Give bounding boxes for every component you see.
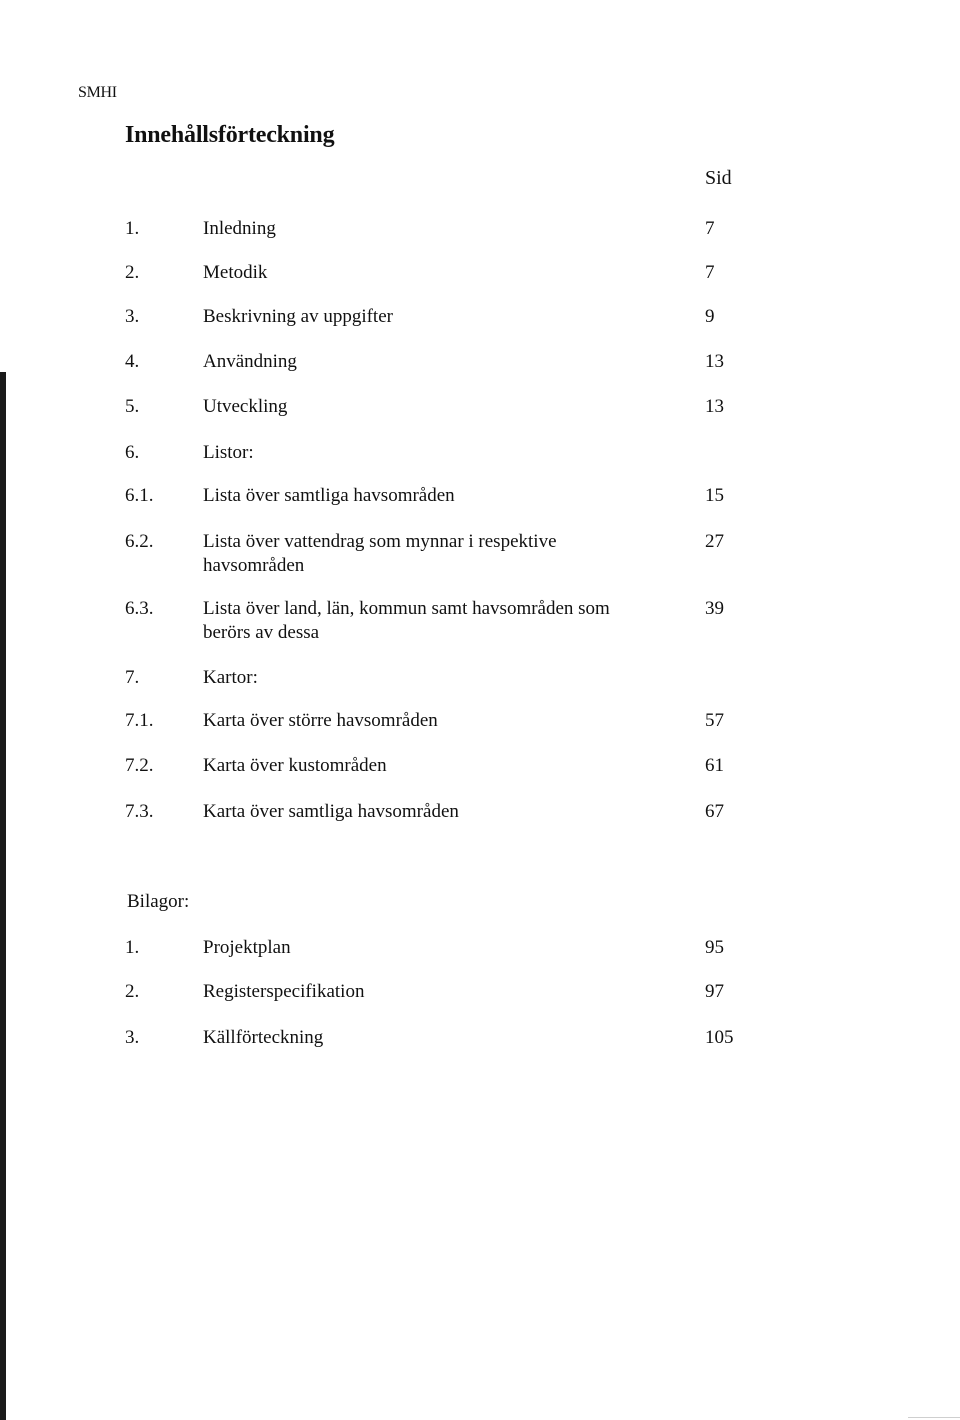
toc-entry-number: 6.1. <box>125 485 154 506</box>
appendix-entry-number: 3. <box>125 1027 140 1048</box>
toc-entry-number: 1. <box>125 218 140 239</box>
toc-entry-title: Karta över samtliga havsområden <box>203 801 459 822</box>
appendix-entry-title: Projektplan <box>203 937 291 958</box>
toc-entry-title: Utveckling <box>203 396 288 417</box>
toc-entry-title: Listor: <box>203 442 254 463</box>
toc-entry-number: 4. <box>125 351 140 372</box>
toc-entry-number: 7.3. <box>125 801 154 822</box>
appendix-entry-page: 95 <box>705 937 724 958</box>
toc-entry-number: 2. <box>125 262 140 283</box>
appendix-entry-title: Källförteckning <box>203 1027 324 1048</box>
appendix-entry-page: 105 <box>705 1027 734 1048</box>
toc-entry-number: 7.2. <box>125 755 154 776</box>
toc-entry-page: 39 <box>705 598 724 619</box>
toc-entry-page: 13 <box>705 396 724 417</box>
toc-entry-title: Kartor: <box>203 667 258 688</box>
toc-entry-page: 9 <box>705 306 715 327</box>
toc-entry-title: Lista över samtliga havsområden <box>203 485 455 506</box>
appendix-entry-number: 2. <box>125 981 140 1002</box>
toc-entry-page: 67 <box>705 801 724 822</box>
toc-entry-title: Lista över vattendrag som mynnar i respektive havsområden <box>203 531 557 576</box>
toc-entry-number: 6.3. <box>125 598 154 619</box>
toc-entry-page: 13 <box>705 351 724 372</box>
toc-entry-page: 7 <box>705 262 715 283</box>
toc-entry-title: Användning <box>203 351 297 372</box>
appendix-heading: Bilagor: <box>127 891 190 912</box>
toc-entry-page: 7 <box>705 218 715 239</box>
toc-entry-page: 27 <box>705 531 724 552</box>
toc-entry-page: 15 <box>705 485 724 506</box>
appendix-entry-page: 97 <box>705 981 724 1002</box>
toc-entry-page: 57 <box>705 710 724 731</box>
toc-entry-title: Karta över kustområden <box>203 755 387 776</box>
toc-entry-number: 6. <box>125 442 140 463</box>
toc-entry-number: 5. <box>125 396 140 417</box>
toc-entry-title: Metodik <box>203 262 268 283</box>
toc-entry-number: 7.1. <box>125 710 154 731</box>
toc-entry-title: Beskrivning av uppgifter <box>203 306 393 327</box>
appendix-entry-title: Registerspecifikation <box>203 981 365 1002</box>
scan-edge-mark <box>908 1417 960 1418</box>
toc-title: Innehållsförteckning <box>125 122 335 148</box>
toc-entry-title: Lista över land, län, kommun samt havsområden som berörs av dessa <box>203 598 610 643</box>
toc-entry-number: 7. <box>125 667 140 688</box>
scan-page-edge <box>0 372 6 1420</box>
toc-entry-page: 61 <box>705 755 724 776</box>
toc-entry-title: Karta över större havsområden <box>203 710 438 731</box>
page-column-label: Sid <box>705 167 732 189</box>
toc-entry-number: 3. <box>125 306 140 327</box>
appendix-entry-number: 1. <box>125 937 140 958</box>
toc-entry-number: 6.2. <box>125 531 154 552</box>
toc-entry-title: Inledning <box>203 218 276 239</box>
header-org: SMHI <box>78 84 117 101</box>
